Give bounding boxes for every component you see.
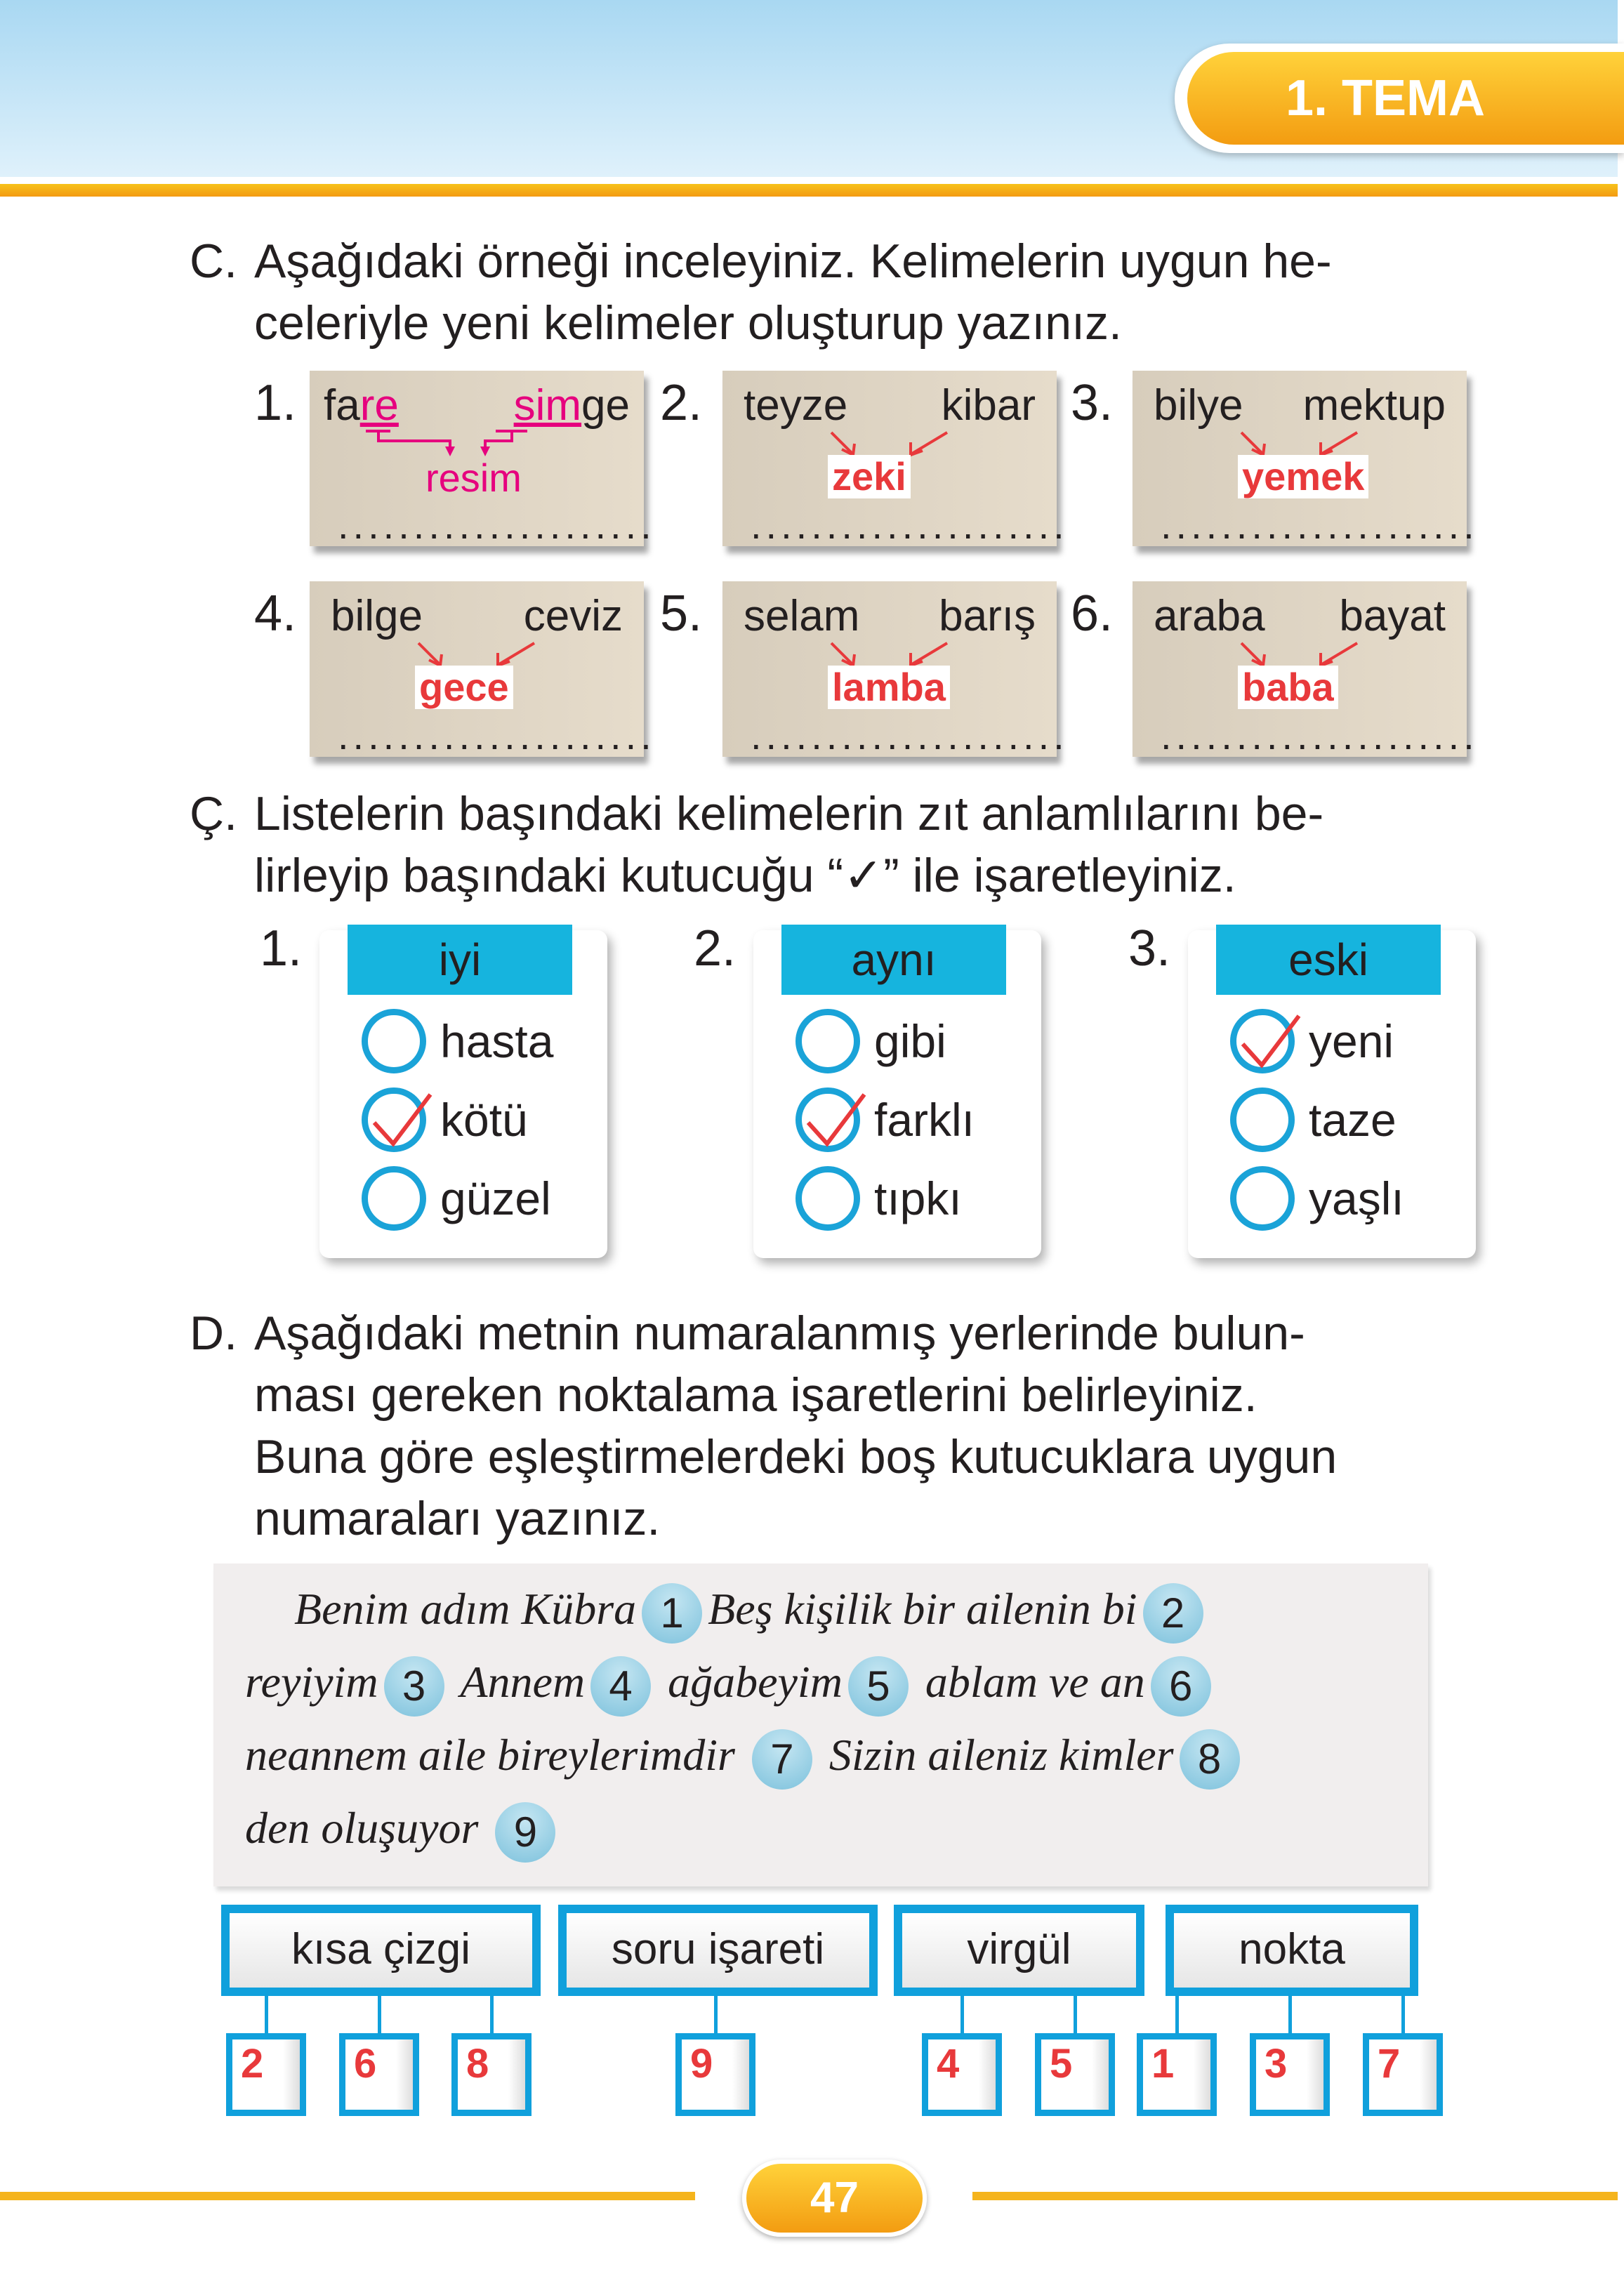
header-divider [0, 181, 1618, 197]
word-2: ceviz [523, 592, 623, 640]
word-1: bilye [1154, 381, 1243, 430]
word-2: simge [513, 381, 630, 430]
word-box [310, 581, 656, 758]
card-head-word: eski [1216, 925, 1441, 995]
word-2: kibar [941, 381, 1036, 430]
passage-box [213, 1563, 1428, 1886]
answer-dots: ..................... [751, 713, 1069, 758]
instruction-line: ması gereken noktalama işaretlerini belirleyiniz. [254, 1368, 1257, 1422]
answer-box[interactable]: 8 [451, 2033, 532, 2116]
answer-box[interactable]: 5 [1035, 2033, 1115, 2116]
answer-dots: ..................... [1161, 713, 1479, 758]
section-cc-instructions [190, 783, 1474, 906]
answer-box[interactable]: 7 [1363, 2033, 1443, 2116]
option-row[interactable] [796, 1009, 946, 1073]
answer-box[interactable]: 2 [226, 2033, 306, 2116]
section-letter: Ç. [190, 787, 237, 840]
footer-line [972, 2192, 1618, 2200]
option-label: hasta [440, 1015, 554, 1067]
option-label: kötü [440, 1094, 528, 1146]
card-head-word: iyi [348, 925, 572, 995]
punctuation-label: kısa çizgi [221, 1905, 541, 1996]
answer-box[interactable]: 6 [339, 2033, 419, 2116]
answer-dots: ..................... [338, 503, 656, 547]
word-1: fare [324, 381, 399, 430]
number-bubble: 8 [1180, 1729, 1240, 1790]
answer-dots: ..................... [1161, 503, 1479, 547]
checkbox-circle[interactable] [796, 1009, 860, 1073]
connector-line [1401, 1996, 1405, 2035]
number-bubble: 1 [642, 1583, 702, 1644]
section-d-instructions [190, 1302, 1474, 1549]
instruction-line: Aşağıdaki örneği inceleyiniz. Kelimelerin uygun he- [254, 234, 1332, 288]
punctuation-label: virgül [894, 1905, 1144, 1996]
answer-box[interactable]: 9 [675, 2033, 755, 2116]
example-answer: resim [425, 456, 522, 500]
checkbox-circle[interactable] [362, 1009, 426, 1073]
option-row[interactable] [362, 1087, 528, 1152]
word-box [1133, 581, 1479, 758]
list-number: 2. [694, 920, 737, 977]
connector-line [1288, 1996, 1292, 2035]
section-letter: D. [190, 1307, 237, 1360]
checkbox-circle[interactable] [362, 1166, 426, 1231]
item-number: 5. [660, 586, 703, 642]
checkbox-circle[interactable] [1230, 1009, 1295, 1073]
handwritten-answer[interactable]: gece [415, 666, 513, 709]
handwritten-answer[interactable]: lamba [828, 666, 950, 709]
theme-badge [1175, 44, 1624, 153]
handwritten-answer[interactable]: baba [1238, 666, 1338, 709]
option-label: yaşlı [1309, 1172, 1404, 1224]
option-label: yeni [1309, 1015, 1394, 1067]
antonym-card [1188, 930, 1476, 1258]
option-label: tıpkı [874, 1172, 962, 1224]
word-2: mektup [1302, 381, 1446, 430]
item-number: 4. [254, 586, 297, 642]
item-number: 3. [1071, 375, 1114, 431]
option-label: güzel [440, 1172, 551, 1224]
passage-line: den oluşuyor 9 [245, 1797, 561, 1863]
connector-line [960, 1996, 964, 2035]
option-row[interactable] [362, 1009, 553, 1073]
number-bubble: 4 [590, 1656, 651, 1717]
option-label: farklı [874, 1094, 975, 1146]
number-bubble: 7 [752, 1729, 812, 1790]
card-head-word: aynı [781, 925, 1006, 995]
word-2: bayat [1339, 592, 1446, 640]
connector-line [378, 1996, 381, 2035]
number-bubble: 5 [848, 1656, 909, 1717]
word-2: barış [939, 592, 1036, 640]
word-box [722, 581, 1069, 758]
option-row[interactable] [1230, 1166, 1404, 1231]
number-bubble: 6 [1151, 1656, 1211, 1717]
checkbox-circle[interactable] [1230, 1166, 1295, 1231]
section-c-instructions [190, 230, 1474, 354]
item-number: 1. [254, 375, 297, 431]
antonym-card [319, 930, 607, 1258]
word-1: selam [744, 592, 860, 640]
list-number: 1. [260, 920, 303, 977]
option-row[interactable] [796, 1166, 962, 1231]
section-letter: C. [190, 234, 237, 288]
punctuation-label: nokta [1166, 1905, 1418, 1996]
number-bubble: 9 [495, 1802, 555, 1863]
instruction-line: Buna göre eşleştirmelerdeki boş kutucuklara uygun [254, 1430, 1338, 1483]
passage-line: reyiyim 3 Annem 4 ağabeyim 5 ablam ve an 6 [245, 1651, 1217, 1717]
option-row[interactable] [1230, 1087, 1397, 1152]
connector-line [1175, 1996, 1179, 2035]
option-row[interactable] [796, 1087, 975, 1152]
answer-box[interactable]: 3 [1250, 2033, 1330, 2116]
checkbox-circle[interactable] [796, 1087, 860, 1152]
antonym-card [753, 930, 1041, 1258]
passage-line: Benim adım Kübra 1 Beş kişilik bir ailenin bi 2 [294, 1578, 1209, 1644]
page-number: 47 [742, 2160, 927, 2237]
word-box [310, 371, 656, 547]
connector-line [490, 1996, 494, 2035]
word-box [1133, 371, 1479, 547]
item-number: 6. [1071, 586, 1114, 642]
connector-line [714, 1996, 718, 2035]
checkbox-circle[interactable] [796, 1166, 860, 1231]
punctuation-label: soru işareti [558, 1905, 878, 1996]
handwritten-answer[interactable]: zeki [828, 455, 911, 498]
answer-box[interactable]: 4 [922, 2033, 1002, 2116]
number-bubble: 2 [1143, 1583, 1203, 1644]
word-box [722, 371, 1069, 547]
answer-box[interactable]: 1 [1137, 2033, 1217, 2116]
number-bubble: 3 [384, 1656, 444, 1717]
word-1: bilge [331, 592, 423, 640]
passage-line: neannem aile bireylerimdir 7 Sizin aileniz kimler 8 [245, 1724, 1246, 1790]
instruction-line: Aşağıdaki metnin numaralanmış yerlerinde bulun- [254, 1307, 1305, 1360]
instruction-line: Listelerin başındaki kelimelerin zıt anlamlılarını be- [254, 787, 1324, 840]
answer-dots: ..................... [751, 503, 1069, 547]
theme-badge-label: 1. TEMA [1187, 52, 1624, 145]
answer-dots: ..................... [338, 713, 656, 758]
footer-line [0, 2192, 695, 2200]
option-row[interactable] [1230, 1009, 1394, 1073]
option-label: gibi [874, 1015, 946, 1067]
word-1: araba [1154, 592, 1265, 640]
option-label: taze [1309, 1094, 1397, 1146]
item-number: 2. [660, 375, 703, 431]
list-number: 3. [1128, 920, 1171, 977]
connector-line [265, 1996, 268, 2035]
checkbox-circle[interactable] [1230, 1087, 1295, 1152]
checkbox-circle[interactable] [362, 1087, 426, 1152]
instruction-line: lirleyip başındaki kutucuğu “✓” ile işaretleyiniz. [254, 849, 1236, 902]
instruction-line: numaraları yazınız. [254, 1492, 661, 1545]
handwritten-answer[interactable]: yemek [1238, 455, 1368, 498]
connector-line [1074, 1996, 1077, 2035]
instruction-line: celeriyle yeni kelimeler oluşturup yazınız. [254, 296, 1122, 350]
word-1: teyze [744, 381, 848, 430]
option-row[interactable] [362, 1166, 551, 1231]
